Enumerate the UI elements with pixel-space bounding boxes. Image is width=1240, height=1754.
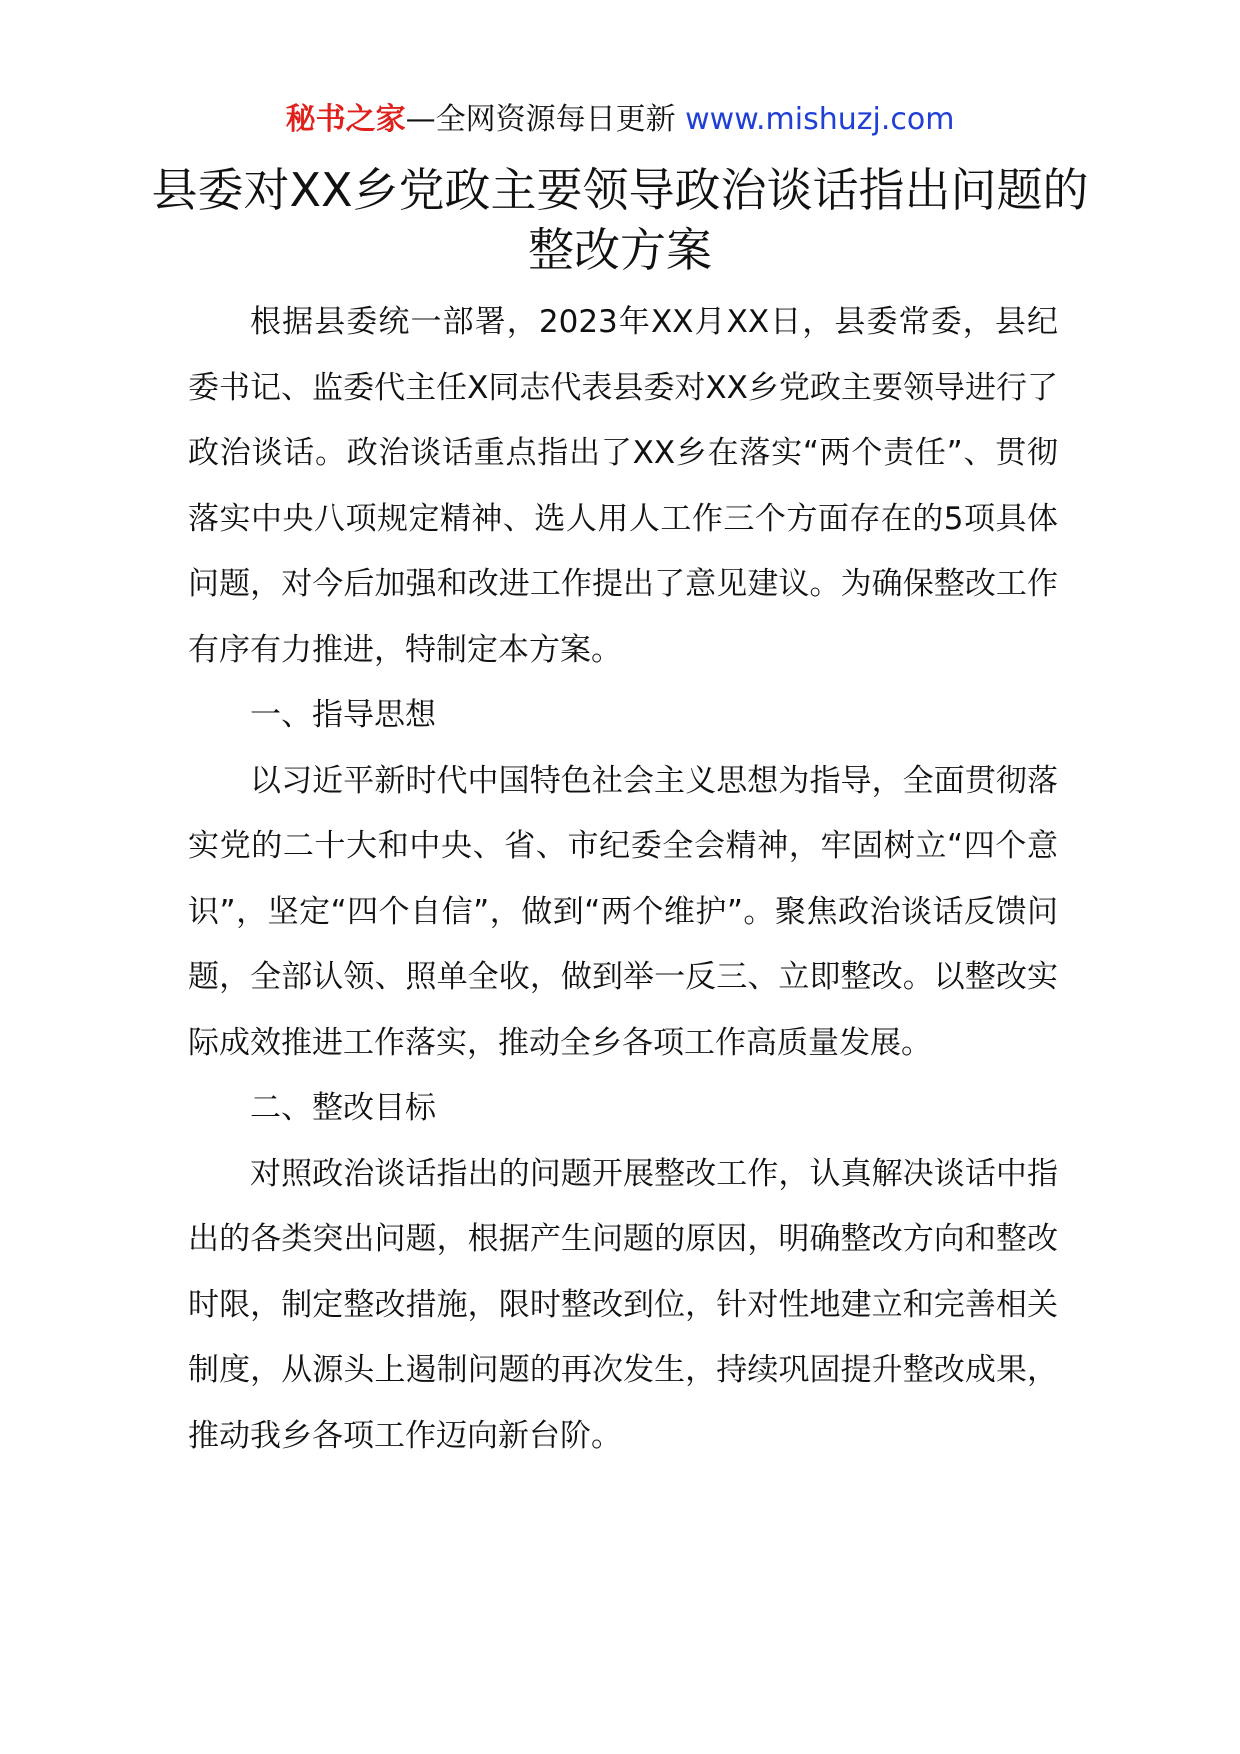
guiding-ideology-paragraph: 以习近平新时代中国特色社会主义思想为指导，全面贯彻落实党的二十大和中央、省、市纪委全会精神，牢固树立“四个意识”，坚定“四个自信”，做到“两个维护”。聚焦政治谈话反馈问题，全部认领、照单全收，做到举一反三、立即整改。以整改实际成效推进工作落实，推动全乡各项工作高质量发展。: [188, 762, 1058, 1061]
section-heading-rectification-goals: 二、整改目标: [250, 1090, 436, 1126]
brand-name: 秘书之家: [285, 102, 406, 137]
watermark-banner: [0, 100, 1240, 140]
section-heading-guiding-ideology: 一、指导思想: [250, 697, 436, 733]
banner-slogan: —全网资源每日更新: [405, 102, 676, 137]
rectification-goals-paragraph: 对照政治谈话指出的问题开展整改工作，认真解决谈话中指出的各类突出问题，根据产生问题的原因，明确整改方向和整改时限，制定整改措施，限时整改到位，针对性地建立和完善相关制度，从源头上遏制问题的再次发生，持续巩固提升整改成果，推动我乡各项工作迈向新台阶。: [188, 1155, 1058, 1454]
website-link[interactable]: www.mishuzj.com: [685, 102, 955, 137]
intro-paragraph: 根据县委统一部署，2023年XX月XX日，县委常委，县纪委书记、监委代主任X同志代表县委对XX乡党政主要领导进行了政治谈话。政治谈话重点指出了XX乡在落实“两个责任”、贯彻落实中央八项规定精神、选人用人工作三个方面存在的5项具体问题，对今后加强和改进工作提出了意见建议。为确保整改工作有序有力推进，特制定本方案。: [188, 304, 1058, 668]
document-body: [188, 290, 1058, 1469]
document-title: 县委对XX乡党政主要领导政治谈话指出问题的整改方案: [151, 163, 1089, 277]
